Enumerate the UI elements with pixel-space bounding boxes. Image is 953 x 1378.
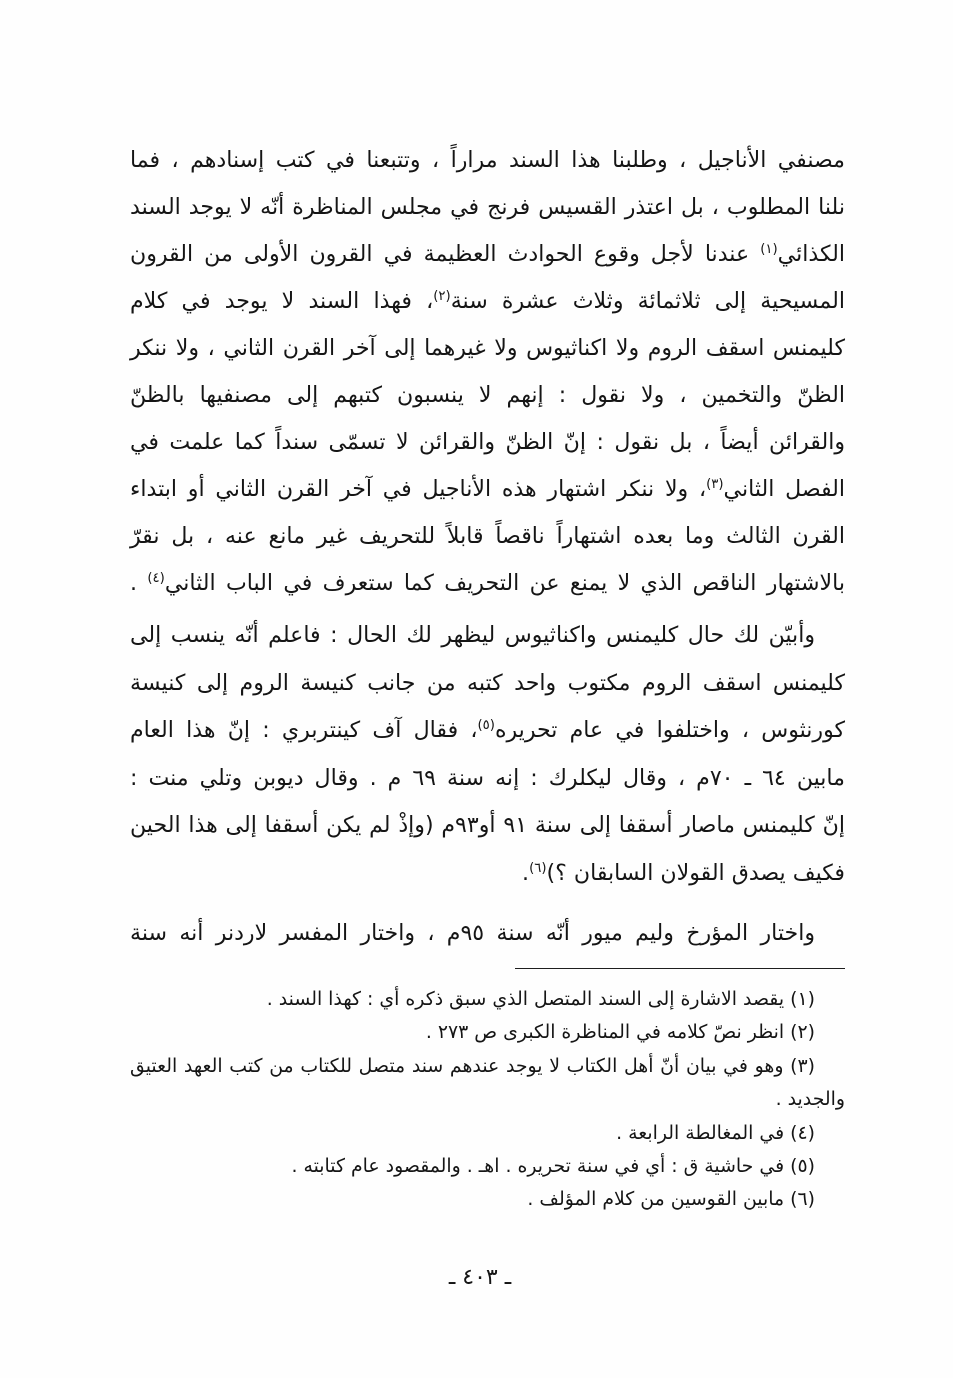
text-segment: عندنا لأجل وقوع الحوادث العظيمة في القرون الأولى من القرون [130, 241, 761, 267]
paragraph [130, 910, 845, 957]
footnotes [130, 983, 845, 1217]
footnote-ref: (٢) [433, 289, 451, 305]
text-line [130, 278, 845, 325]
text-segment: . [522, 859, 530, 886]
paragraph [130, 137, 845, 607]
footnote: (٤) في المغالطة الرابعة . [616, 1121, 815, 1144]
text-line: الظنّ والتخمين ، ولا نقول : إنهم لا ينسبون كتبهم إلى مصنفيها بالظنّ [130, 382, 845, 408]
text-line [130, 707, 845, 755]
page-number: ـ ٤٠٣ ـ [448, 1265, 512, 1290]
footnote: (٣) وهو في بيان أنّ أهل الكتاب لا يوجد عندهم سند متصل للكتاب من كتب العهد العتيق [130, 1054, 815, 1077]
text-line: كليمنس اسقف الروم ولا اكناثيوس ولا غيرهما إلى آخر القرن الثاني ، ولا ننكر [130, 335, 845, 361]
text-line: واختار المؤرخ وليم ميور أنّه سنة ٩٥م ، واختار المفسر لاردنر أنه سنة [130, 920, 815, 946]
text-line: القرن الثالث وما بعده اشتهاراً ناقصاً قابلاً للتحريف غير مانع عنه ، بل نقرّ [130, 523, 845, 549]
footnote: (٥) في حاشية ق : أي في سنة تحريره . اهـ . والمقصود عام كتابته . [291, 1154, 815, 1177]
footnote: (١) يقصد الاشارة إلى السند المتصل الذي سبق ذكره أي : كهذا السند . [266, 988, 815, 1010]
text-line: نلنا المطلوب ، بل اعتذر القسيس فرنج في مجلس المناظرة أنّه لا يوجد السند [130, 194, 845, 220]
paragraph [130, 612, 845, 897]
footnote-ref: (٥) [477, 718, 495, 734]
text-segment: ، فقال آف كينتربري : إنّ هذا العام [130, 717, 478, 743]
text-segment: . [130, 570, 148, 596]
text-line [130, 850, 845, 898]
text-line: كليمنس اسقف الروم مكتوب واحد كتبه من جانب كنيسة الروم إلى كنيسة [130, 669, 845, 696]
footnote-ref: (١) [760, 242, 778, 258]
text-segment: المسيحية إلى ثلاثمائة وثلاث عشرة سنة [450, 288, 846, 314]
text-segment: فكيف يصدق القولان السابقان ؟) [546, 859, 845, 886]
text-segment: بالاشتهار الناقص الذي لا يمنع عن التحريف كما ستعرف في الباب الثاني [164, 570, 845, 596]
text-line [130, 560, 845, 607]
text-line: مابين ٦٤ ـ ٧٠م ، وقال ليكلرك : إنه سنة ٦٩ م . وقال ديوبن وتلي منت : [130, 764, 845, 791]
footnote-ref: (٦) [529, 860, 547, 876]
footnote-separator [515, 968, 845, 969]
text-line: إنّ كليمنس ماصار أسقفا إلى سنة ٩١ أو٩٣م (وإذْ لم يكن أسقفا إلى هذا الحين [130, 812, 845, 838]
text-line: مصنفي الأناجيل ، وطلبنا هذا السند مراراً ، وتتبعنا في كتب إسنادهم ، فما [130, 147, 845, 173]
text-line [130, 231, 845, 278]
footnote: (٢) انظر نصّ كلامه في المناظرة الكبرى ص ٢٧٣ . [425, 1021, 815, 1044]
text-segment: الفصل الثاني [723, 476, 845, 502]
text-line [130, 466, 845, 513]
text-segment: كورنثوس ، واختلفوا في عام تحريره [494, 717, 845, 743]
text-segment: ، ولا ننكر اشتهار هذه الأناجيل في آخر القرن الثاني أو ابتداء [130, 476, 707, 502]
footnote-ref: (٣) [706, 477, 724, 493]
text-segment: الكذائي [777, 241, 845, 267]
footnote-ref: (٤) [147, 571, 165, 587]
text-segment: ، فهذا السند لا يوجد في كلام [130, 288, 434, 314]
text-line: والقرائن أيضاً ، بل نقول : إنّ الظنّ والقرائن لا تسمّى سنداً كما علمت في [130, 429, 845, 455]
text-line: وأبيّن لك حال كليمنس واكناثيوس ليظهر لك الحال : فاعلم أنّه ينسب إلى [130, 622, 815, 648]
footnote-continuation: والجديد . [775, 1088, 845, 1111]
footnote: (٦) مابين القوسين من كلام المؤلف . [527, 1188, 815, 1211]
